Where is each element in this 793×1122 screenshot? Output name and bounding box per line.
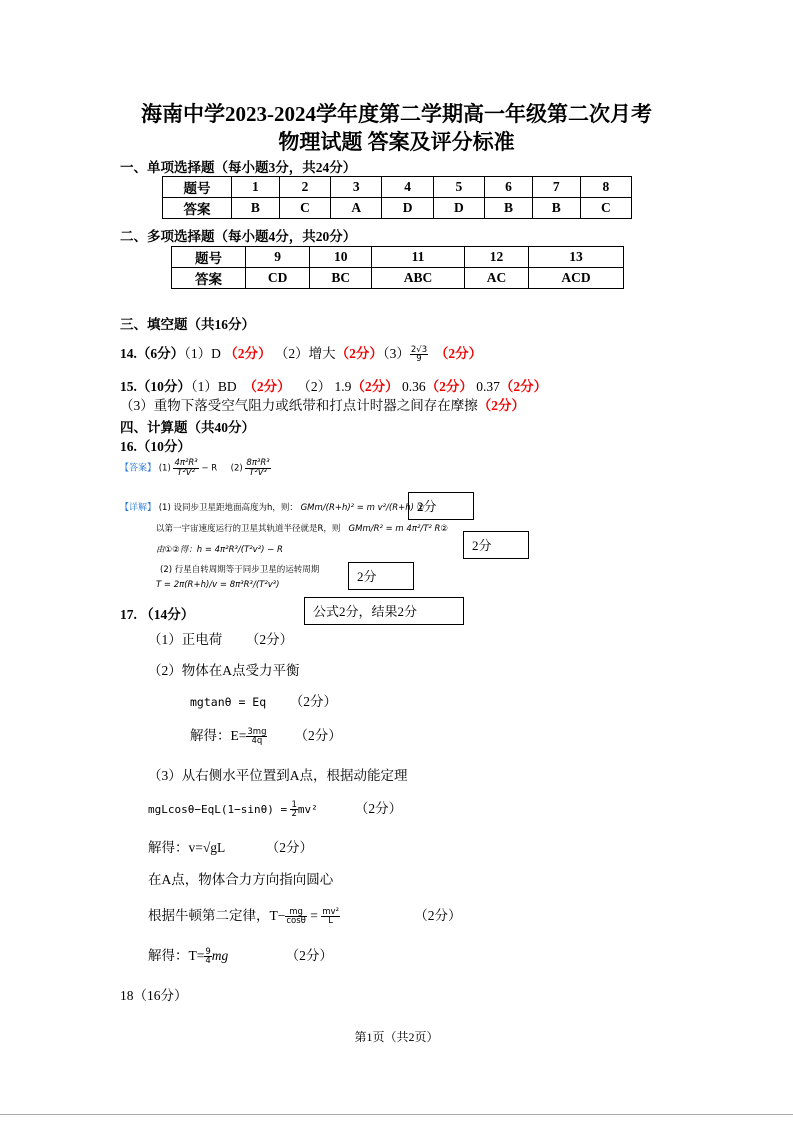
question-number: 13 bbox=[529, 247, 624, 268]
q17-label: 17. （14分） bbox=[120, 607, 195, 622]
section1-heading: 一、单项选择题（每小题3分，共24分） bbox=[120, 160, 357, 175]
answer-tag: 【答案】 bbox=[120, 463, 157, 474]
score-badge: （2分） bbox=[477, 398, 525, 413]
page-subtitle: 物理试题 答案及评分标准 bbox=[278, 130, 515, 154]
q17-line8: 在A点，物体合力方向指向圆心 bbox=[148, 872, 334, 887]
question-number: 5 bbox=[433, 177, 484, 198]
q15-label: 15.（10分） bbox=[120, 379, 191, 394]
score-box: 2分 bbox=[348, 562, 414, 590]
q15-line1 bbox=[120, 375, 547, 395]
answer-cell: B bbox=[485, 198, 533, 219]
row-label: 答案 bbox=[163, 198, 232, 219]
answer-cell: CD bbox=[246, 268, 310, 289]
score-box: 2分 bbox=[408, 492, 474, 520]
q15-line2: （3）重物下落受空气阻力或纸带和打点计时器之间存在摩擦（2分） bbox=[120, 398, 525, 413]
single-choice-table bbox=[162, 176, 632, 219]
question-number: 6 bbox=[485, 177, 533, 198]
multi-choice-table bbox=[171, 246, 624, 289]
question-number: 4 bbox=[382, 177, 433, 198]
score-badge: （2分） bbox=[224, 346, 272, 361]
question-number: 9 bbox=[246, 247, 310, 268]
page-bottom-divider bbox=[0, 1114, 793, 1115]
q17-line3: mgtanθ = Eq （2分） bbox=[190, 694, 338, 709]
question-number: 1 bbox=[232, 177, 280, 198]
q16-label: 16.（10分） bbox=[120, 439, 191, 454]
q17-line9: 根据牛顿第二定律，T− $\frac{mg}{\cos\theta}$ = $\frac{\text{mv²}}{L}$ （2分） bbox=[148, 906, 462, 927]
q17-line1: （1）正电荷 （2分） bbox=[148, 632, 294, 647]
table-row bbox=[172, 247, 624, 268]
score-badge: （2分） bbox=[434, 346, 483, 361]
q14-part1: （1）D bbox=[184, 346, 221, 361]
q17-line4: 解得：E= $\frac{3mg}{4q}$ （2分） bbox=[190, 726, 342, 747]
q17-line2: （2）物体在A点受力平衡 bbox=[148, 663, 300, 678]
question-number: 11 bbox=[372, 247, 465, 268]
q16-detail-line1: 【详解】 (1) 设同步卫星距地面高度为h，则： GMm/(R+h)² = m v²/(R+h) ① bbox=[120, 503, 425, 513]
answer-cell: B bbox=[232, 198, 280, 219]
question-number: 7 bbox=[532, 177, 580, 198]
q16-answer: 【答案】 (1) $\frac{\text{4π²R³}}{\text{T²V²}}$ − R (2) $\frac{\text{8π³R³}}{\text{T²V³}}$ bbox=[120, 458, 270, 478]
q16-detail-line2: 以第一宇宙速度运行的卫星其轨道半径就是R，则 GMm/R² = m 4π²/T² R② bbox=[156, 524, 449, 534]
score-badge: （2分） bbox=[499, 379, 548, 394]
answer-cell: ACD bbox=[529, 268, 624, 289]
detail-tag: 【详解】 bbox=[120, 503, 157, 513]
q14-part2: （2）增大 bbox=[274, 346, 336, 361]
q15-part1: （1）BD bbox=[190, 379, 237, 394]
score-badge: （2分） bbox=[335, 346, 383, 361]
row-label: 题号 bbox=[172, 247, 246, 268]
answer-cell: B bbox=[532, 198, 580, 219]
answer-cell: D bbox=[433, 198, 484, 219]
q17-line5: （3）从右侧水平位置到A点，根据动能定理 bbox=[148, 768, 408, 783]
score-badge: （2分） bbox=[425, 379, 473, 394]
section4-heading: 四、计算题（共40分） bbox=[120, 420, 255, 435]
answer-cell: D bbox=[382, 198, 433, 219]
q14-part3: （3） bbox=[382, 346, 410, 361]
q14-fraction: $\frac{2√3}{9}$ bbox=[410, 344, 428, 365]
q17-line10: 解得：T= $\frac{9}{4}$ mg （2分） bbox=[148, 946, 333, 967]
answer-cell: C bbox=[279, 198, 330, 219]
q16-detail-line4: (2) 行星自转周期等于同步卫星的运转周期 bbox=[160, 565, 320, 575]
answer-cell: ABC bbox=[372, 268, 465, 289]
section2-heading: 二、多项选择题（每小题4分，共20分） bbox=[120, 229, 357, 244]
q17-line6: mgLcosθ−EqL(1−sinθ) = $\frac{1}{2}$ mv² （2分） bbox=[148, 799, 403, 820]
score-box: 2分 bbox=[463, 531, 529, 559]
q16-detail-line3: 由①②得：h = 4π²R³/(T²v²) − R bbox=[156, 545, 283, 555]
answer-cell: C bbox=[580, 198, 631, 219]
q15-part3: 0.36 bbox=[402, 379, 426, 394]
question-number: 12 bbox=[464, 247, 528, 268]
page-number: 第1页（共2页） bbox=[354, 1030, 439, 1044]
question-number: 10 bbox=[310, 247, 372, 268]
table-row bbox=[163, 198, 632, 219]
question-number: 2 bbox=[279, 177, 330, 198]
score-badge: （2分） bbox=[351, 379, 399, 394]
score-badge: （2分） bbox=[243, 379, 291, 394]
table-row bbox=[163, 177, 632, 198]
q14-line bbox=[120, 342, 482, 364]
answer-cell: BC bbox=[310, 268, 372, 289]
answer-cell: A bbox=[331, 198, 382, 219]
q15-part2: （2） 1.9 bbox=[297, 379, 352, 394]
question-number: 3 bbox=[331, 177, 382, 198]
question-number: 8 bbox=[580, 177, 631, 198]
q16-answer1-fraction: $\frac{\text{4π²R³}}{\text{T²V²}}$ bbox=[174, 458, 198, 478]
q17-line7: 解得：v=√gL （2分） bbox=[148, 840, 314, 855]
row-label: 答案 bbox=[172, 268, 246, 289]
page-title: 海南中学2023-2024学年度第二学期高一年级第二次月考 bbox=[141, 102, 652, 126]
q18-label: 18（16分） bbox=[120, 988, 188, 1003]
answer-cell: AC bbox=[464, 268, 528, 289]
q16-detail-line5: T = 2π(R+h)/v = 8π³R³/(T²v³) bbox=[156, 580, 280, 590]
table-row bbox=[172, 268, 624, 289]
score-box: 公式2分，结果2分 bbox=[304, 597, 464, 625]
q16-answer2-fraction: $\frac{\text{8π³R³}}{\text{T²V³}}$ bbox=[246, 458, 270, 478]
q14-label: 14.（6分） bbox=[120, 346, 185, 361]
q15-part4: 0.37 bbox=[476, 379, 500, 394]
section3-heading: 三、填空题（共16分） bbox=[120, 317, 255, 332]
row-label: 题号 bbox=[163, 177, 232, 198]
